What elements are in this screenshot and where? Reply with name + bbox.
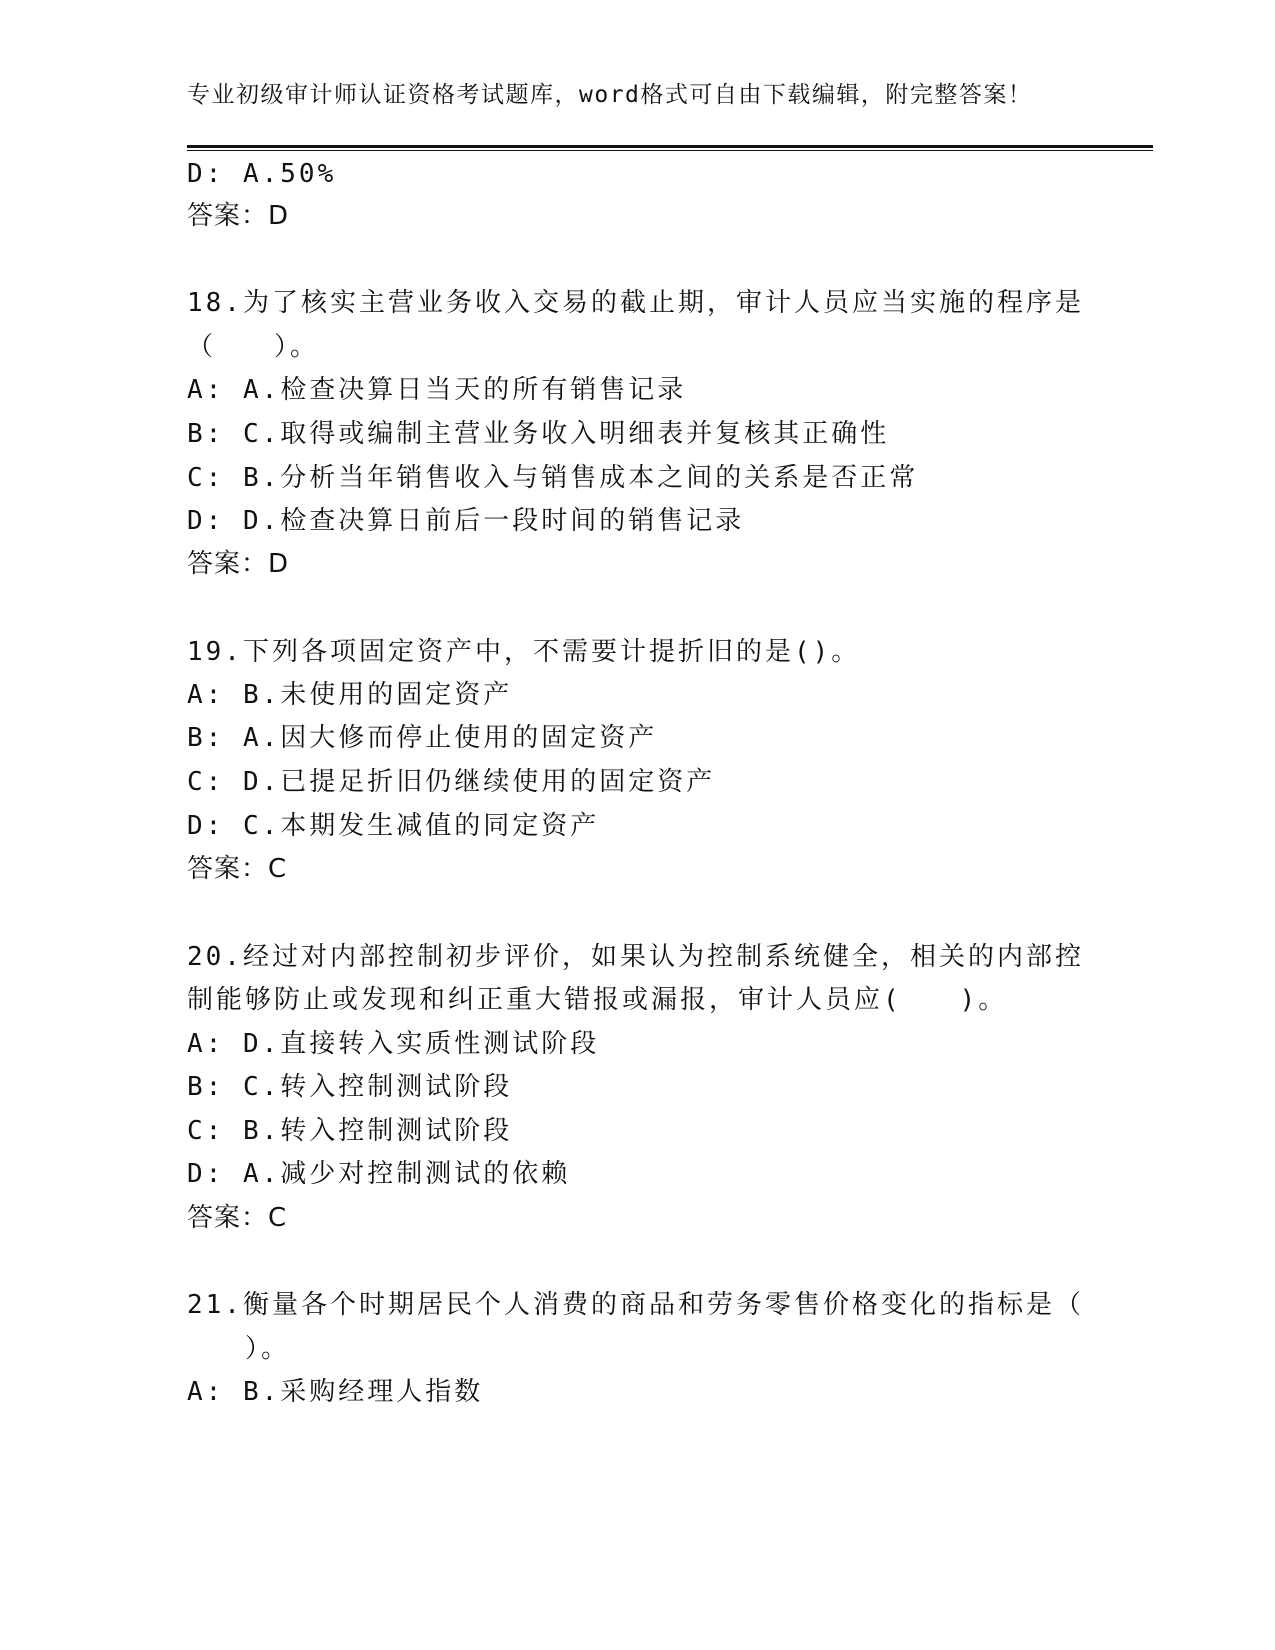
page-header: 专业初级审计师认证资格考试题库，word格式可自由下载编辑，附完整答案！ [187,82,1033,108]
q19-option-c: C: D.已提足折旧仍继续使用的固定资产 [187,767,716,797]
q18-option-a: A: A.检查决算日当天的所有销售记录 [187,375,687,405]
prev-answer: 答案：D [187,201,290,231]
q20-option-c: C: B.转入控制测试阶段 [187,1116,513,1146]
q19-option-a: A: B.未使用的固定资产 [187,680,513,710]
q20-answer: 答案：C [187,1203,288,1233]
q18-stem-line-2: （ ）。 [187,332,320,362]
header-rule-thin [187,150,1153,151]
q20-option-b: B: C.转入控制测试阶段 [187,1072,513,1102]
q20-stem-line-1: 20.经过对内部控制初步评价，如果认为控制系统健全，相关的内部控 [187,942,1084,972]
q20-option-a: A: D.直接转入实质性测试阶段 [187,1029,600,1059]
q18-option-b: B: C.取得或编制主营业务收入明细表并复核其正确性 [187,419,890,449]
q18-option-d: D: D.检查决算日前后一段时间的销售记录 [187,506,745,536]
q18-stem-line-1: 18.为了核实主营业务收入交易的截止期，审计人员应当实施的程序是 [187,288,1084,318]
q21-option-a: A: B.采购经理人指数 [187,1377,484,1407]
q19-option-b: B: A.因大修而停止使用的固定资产 [187,723,658,753]
prev-option-d: D: A.50% [187,159,337,189]
q21-stem-line-1: 21.衡量各个时期居民个人消费的商品和劳务零售价格变化的指标是（ [187,1290,1084,1320]
q20-option-d: D: A.减少对控制测试的依赖 [187,1159,571,1189]
q18-answer: 答案：D [187,549,290,579]
q19-stem-line-1: 19.下列各项固定资产中，不需要计提折旧的是()。 [187,637,861,667]
q20-stem-line-2: 制能够防止或发现和纠正重大错报或漏报，审计人员应( )。 [187,985,1008,1015]
q21-stem-line-2: ）。 [187,1334,291,1364]
q19-option-d: D: C.本期发生减值的同定资产 [187,811,600,841]
q18-option-c: C: B.分析当年销售收入与销售成本之间的关系是否正常 [187,463,919,493]
q19-answer: 答案：C [187,854,288,884]
header-rule-thick [187,145,1153,148]
